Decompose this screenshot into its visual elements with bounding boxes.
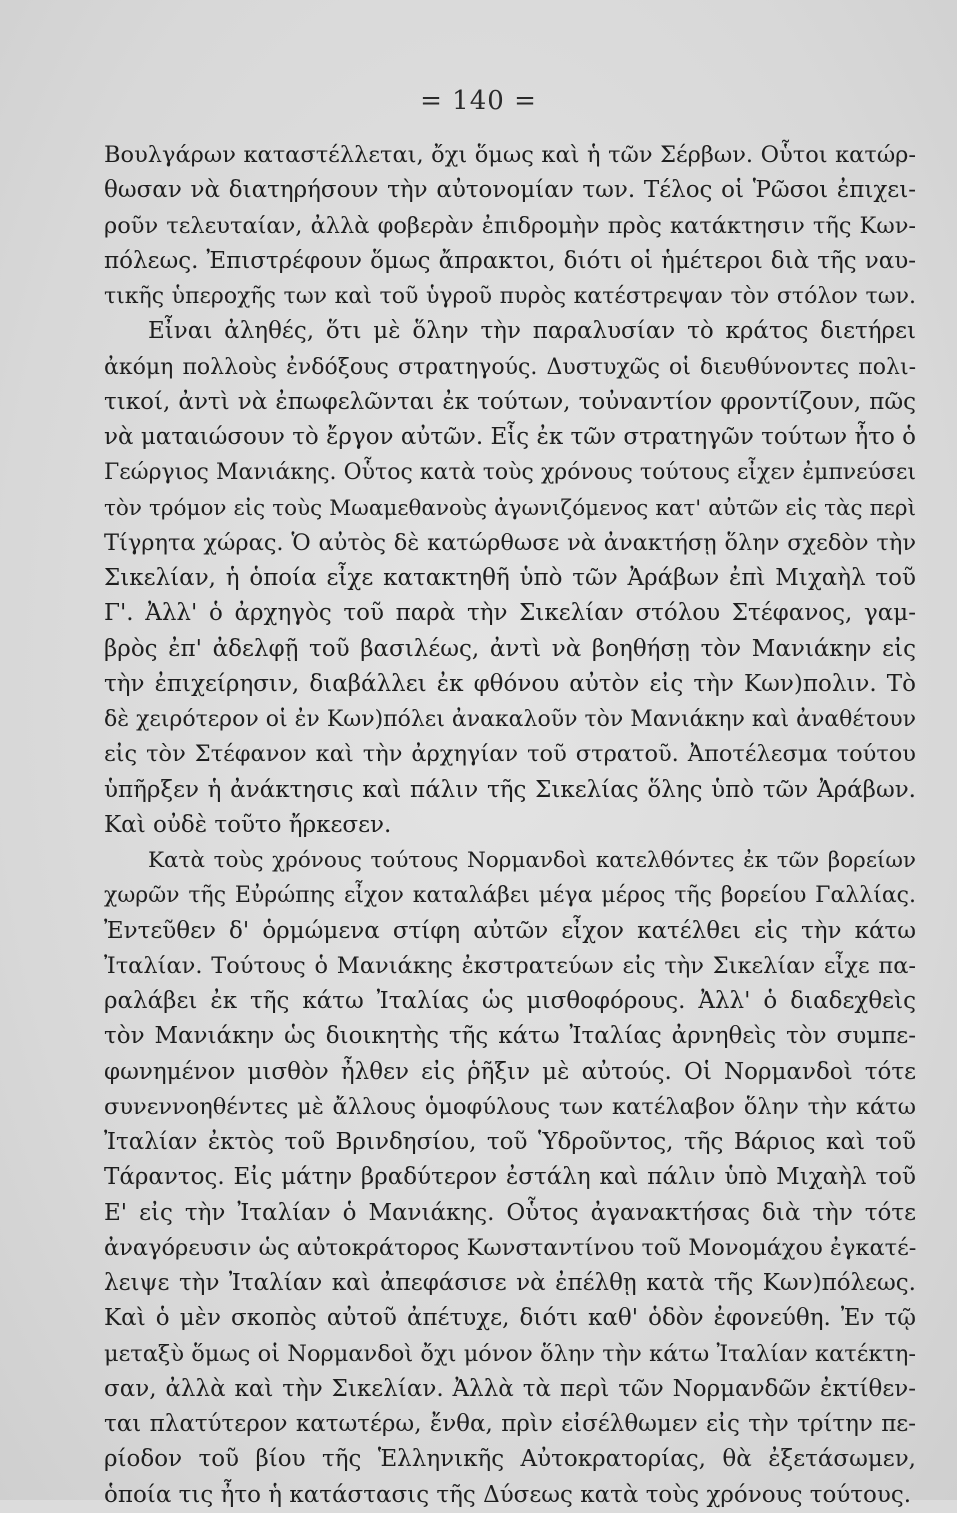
text-line: τὸν τρόμον εἰς τοὺς Μωαμεθανοὺς ἀγωνιζόμενος κατ' αὐτῶν εἰς τὰς περὶ <box>104 495 916 521</box>
text-line: Ἰταλίαν ἐκτὸς τοῦ Βρινδησίου, τοῦ Ὑδροῦντος, τῆς Βάριος καὶ τοῦ <box>104 1129 916 1155</box>
text-line: Κατὰ τοὺς χρόνους τούτους Νορμανδοὶ κατελθόντες ἐκ τῶν βορείων <box>148 848 916 873</box>
text-line: Καὶ οὐδὲ τοῦτο ἤρκεσεν. <box>104 811 392 838</box>
text-line: νὰ ματαιώσουν τὸ ἔργον αὐτῶν. Εἷς ἐκ τῶν στρατηγῶν τούτων ἦτο ὁ <box>104 424 916 450</box>
text-line: ἀναγόρευσιν ὡς αὐτοκράτορος Κωνσταντίνου τοῦ Μονομάχου ἐγκατέ- <box>104 1234 916 1261</box>
text-line: Τάραντος. Εἰς μάτην βραδύτερον ἐστάλη καὶ πάλιν ὑπὸ Μιχαὴλ τοῦ <box>104 1164 916 1191</box>
text-line: φωνημένον μισθὸν ἦλθεν εἰς ῥῆξιν μὲ αὐτούς. Οἱ Νορμανδοὶ τότε <box>104 1058 916 1085</box>
text-line: εἰς τὸν Στέφανον καὶ τὴν ἀρχηγίαν τοῦ στρατοῦ. Ἀποτέλεσμα τούτου <box>104 741 916 768</box>
text-line: ραλάβει ἐκ τῆς κάτω Ἰταλίας ὡς μισθοφόρους. Ἀλλ' ὁ διαδεχθεὶς <box>104 988 916 1014</box>
text-line: βρὸς ἐπ' ἀδελφῇ τοῦ βασιλέως, ἀντὶ νὰ βοηθήσῃ τὸν Μανιάκην εἰς <box>104 635 916 662</box>
text-line: ρίοδον τοῦ βίου τῆς Ἑλληνικῆς Αὐτοκρατορίας, θὰ ἐξετάσωμεν, <box>104 1446 916 1473</box>
text-line: τὴν ἐπιχείρησιν, διαβάλλει ἐκ φθόνου αὐτὸν εἰς τὴν Κων)πολιν. Τὸ <box>104 670 916 697</box>
text-line: θωσαν νὰ διατηρήσουν τὴν αὐτονομίαν των. Τέλος οἱ Ῥῶσοι ἐπιχει- <box>104 177 916 204</box>
text-line: Εἶναι ἀληθές, ὅτι μὲ ὅλην τὴν παραλυσίαν τὸ κράτος διετήρει <box>148 318 916 345</box>
text-line: χωρῶν τῆς Εὐρώπης εἶχον καταλάβει μέγα μέρος τῆς βορείου Γαλλίας. <box>104 883 916 909</box>
text-line: Ἐντεῦθεν δ' ὁρμώμενα στίφη αὐτῶν εἶχον κατέλθει εἰς τὴν κάτω <box>104 917 916 944</box>
text-line: ροῦν τελευταίαν, ἀλλὰ φοβερὰν ἐπιδρομὴν πρὸς κατάκτησιν τῆς Κων- <box>104 212 916 239</box>
text-line: λειψε τὴν Ἰταλίαν καὶ ἀπεφάσισε νὰ ἐπέλθῃ κατὰ τῆς Κων)πόλεως. <box>104 1270 916 1296</box>
text-line: πόλεως. Ἐπιστρέφουν ὅμως ἄπρακτοι, διότι οἱ ἡμέτεροι διὰ τῆς ναυ- <box>104 247 916 274</box>
text-line: μεταξὺ ὅμως οἱ Νορμανδοὶ ὄχι μόνον ὅλην τὴν κάτω Ἰταλίαν κατέκτη- <box>104 1340 916 1367</box>
text-line: Καὶ ὁ μὲν σκοπὸς αὐτοῦ ἀπέτυχε, διότι καθ' ὁδὸν ἐφονεύθη. Ἐν τῷ <box>104 1305 916 1332</box>
text-line: Ἰταλίαν. Τούτους ὁ Μανιάκης ἐκστρατεύων εἰς τὴν Σικελίαν εἶχε πα- <box>104 952 916 979</box>
text-line: ὁποία τις ἦτο ἡ κατάστασις τῆς Δύσεως κατὰ τοὺς χρόνους τούτους. <box>104 1481 912 1508</box>
text-line: Βουλγάρων καταστέλλεται, ὄχι ὅμως καὶ ἡ τῶν Σέρβων. Οὗτοι κατώρ- <box>104 142 916 168</box>
text-line: τὸν Μανιάκην ὡς διοικητὴς τῆς κάτω Ἰταλίας ἀρνηθεὶς τὸν συμπε- <box>104 1023 916 1050</box>
text-line: ἀκόμη πολλοὺς ἐνδόξους στρατηγούς. Δυστυχῶς οἱ διευθύνοντες πολι- <box>104 354 916 380</box>
text-line: τικοί, ἀντὶ νὰ ἐπωφελῶνται ἐκ τούτων, τοὐναντίον φροντίζουν, πῶς <box>104 388 916 415</box>
text-line: Σικελίαν, ἡ ὁποία εἶχε κατακτηθῆ ὑπὸ τῶν Ἀράβων ἐπὶ Μιχαὴλ τοῦ <box>104 565 916 591</box>
text-line: δὲ χειρότερον οἱ ἐν Κων)πόλει ἀνακαλοῦν τὸν Μανιάκην καὶ ἀναθέτουν <box>104 707 916 732</box>
text-line: Γ'. Ἀλλ' ὁ ἀρχηγὸς τοῦ παρὰ τὴν Σικελίαν στόλου Στέφανος, γαμ- <box>104 600 916 627</box>
text-line: συνεννοηθέντες μὲ ἄλλους ὁμοφύλους των κατέλαβον ὅλην τὴν κάτω <box>104 1093 916 1120</box>
body-text <box>104 138 916 1513</box>
text-line: τικῆς ὑπεροχῆς των καὶ τοῦ ὑγροῦ πυρὸς κατέστρεψαν τὸν στόλον των. <box>104 284 916 309</box>
text-line: Ε' εἰς τὴν Ἰταλίαν ὁ Μανιάκης. Οὗτος ἀγανακτήσας διὰ τὴν τότε <box>104 1199 916 1226</box>
text-line: ται πλατύτερον κατωτέρω, ἔνθα, πρὶν εἰσέλθωμεν εἰς τὴν τρίτην πε- <box>104 1411 916 1437</box>
text-line: ὑπῆρξεν ἡ ἀνάκτησις καὶ πάλιν τῆς Σικελίας ὅλης ὑπὸ τῶν Ἀράβων. <box>104 776 916 803</box>
text-line: σαν, ἀλλὰ καὶ τὴν Σικελίαν. Ἀλλὰ τὰ περὶ τῶν Νορμανδῶν ἐκτίθεν- <box>104 1375 916 1402</box>
text-line: Τίγρητα χώρας. Ὁ αὐτὸς δὲ κατώρθωσε νὰ ἀνακτήσῃ ὅλην σχεδὸν τὴν <box>104 529 916 556</box>
page-number: = 140 = <box>420 86 537 116</box>
text-line: Γεώργιος Μανιάκης. Οὗτος κατὰ τοὺς χρόνους τούτους εἶχεν ἐμπνεύσει <box>104 460 916 486</box>
